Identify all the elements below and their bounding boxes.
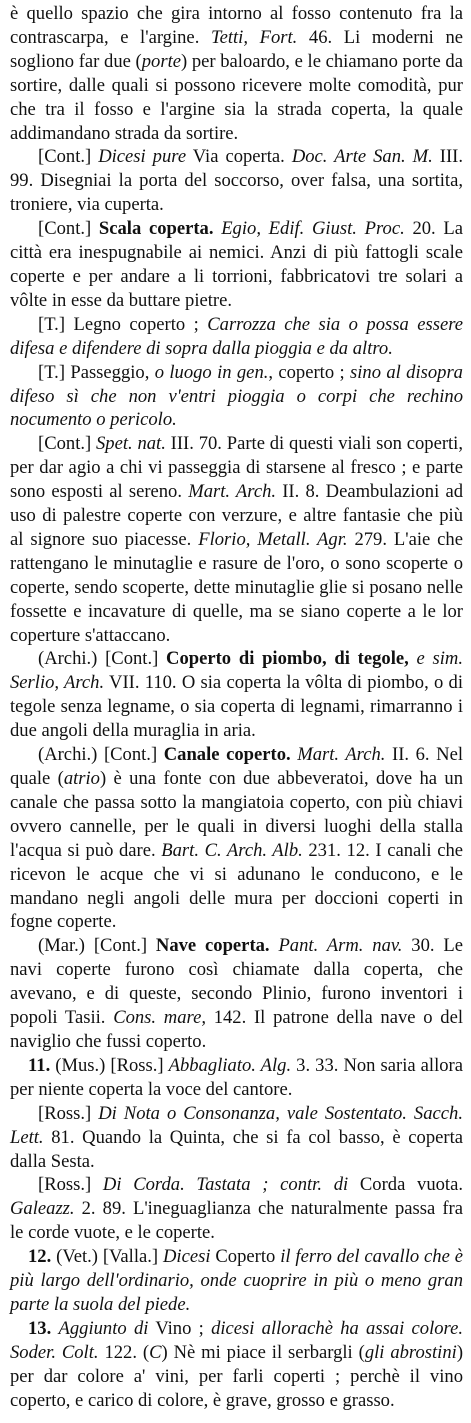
entry-paragraph-5: [T.] Passeggio, o luogo in gen., coperto ; sino al disopra difeso sì che non v'entri pioggia o corpi che rechino nocumento o pericolo. bbox=[10, 361, 463, 431]
entry-paragraph-11: [Ross.] Di Nota o Consonanza, vale Sostentato. Sacch. Lett. 81. Quando la Quinta, che si fa col basso, è coperta dalla Sesta. bbox=[10, 1102, 463, 1172]
entry-paragraph-4: [T.] Legno coperto ; Carrozza che sia o possa essere difesa e difendere di sopra dalla pioggia e da altro. bbox=[10, 313, 463, 359]
entry-paragraph-2: [Cont.] Dicesi pure Via coperta. Doc. Arte San. M. III. 99. Disegniai la porta del soccorso, over falsa, una sortita, troniere, via cuperta. bbox=[10, 146, 463, 216]
entry-paragraph-10: 11. (Mus.) [Ross.] Abbagliato. Alg. 3. 33. Non saria allora per niente coperta la voce del cantore. bbox=[10, 1054, 463, 1100]
entry-paragraph-9: (Mar.) [Cont.] Nave coperta. Pant. Arm. nav. 30. Le navi coperte furono così chiamate dalla coperta, che avevano, e di queste, secondo Plinio, furono inventori i popoli Tasii. Cons. mare, 142. Il patrone della nave o del naviglio che fussi coperto. bbox=[10, 935, 464, 1052]
entry-paragraph-12: [Ross.] Di Corda. Tastata ; contr. di Corda vuota. Galeazz. 2. 89. L'ineguaglianza che naturalmente passa fra le corde vuote, e le coperte. bbox=[10, 1174, 463, 1244]
entry-paragraph-8: (Archi.) [Cont.] Canale coperto. Mart. Arch. II. 6. Nel quale (atrio) è una fonte con due abbeveratoi, dove ha un canale che passa sotto la mangiatoia coperto, con più chiavi ovvero cannelle, per le quali in diversi luoghi della stalla l'acqua si può dare. Bart. C. Arch. Alb. 231. 12. I canali che ricevon le acque che vi si adunano le conducono, e le mandano negli angoli delle mura per doccioni coperti in fogne coperte. bbox=[10, 744, 463, 933]
entry-paragraph-1: è quello spazio che gira intorno al fosso contenuto fra la contrascarpa, e l'argine. Tetti, Fort. 46. Li moderni ne sogliono far due (porte) per baloardo, e le chiamano porte da sortire, dalle quali si possono ricevere molte comodità, pur che tra il fosso e l'argine sia la strada coperta, la quale addimandano strada da sortire. bbox=[10, 3, 463, 144]
entry-paragraph-7: (Archi.) [Cont.] Coperto di piombo, di tegole, e sim. Serlio, Arch. VII. 110. O sia coperta la vôlta di piombo, o di tegole senza legname, o sia coperta di legnami, rimarranno i due angoli della muraglia in aria. bbox=[10, 648, 464, 742]
entry-paragraph-3: [Cont.] Scala coperta. Egio, Edif. Giust. Proc. 20. La città era inespugnabile ai nemici. Anzi di più fattogli scale coperte e per andare a li torrioni, fabbricatovi tre solari a vôlte in esse da buttare pietre. bbox=[10, 218, 464, 311]
entry-paragraph-14: 13. Aggiunto di Vino ; dicesi allorachè ha assai colore. Soder. Colt. 122. (C) Nè mi piace il serbargli (gli abrostini) per dar colore a' vini, per farli coperti ; perchè il vino coperto, e carico di colore, è grave, grosso e grasso. bbox=[10, 1317, 464, 1411]
entry-paragraph-6: [Cont.] Spet. nat. III. 70. Parte di questi viali son coperti, per dar agio a chi vi passeggia di starsene al fresco ; e parte sono esposti al sereno. Mart. Arch. II. 8. Deambulazioni ad uso di palestre coperte con verzure, e altre fantasie che più al signore suo piacesse. Florio, Metall. Agr. 279. L'aie che rattengano le minutaglie e rasure de l'oro, o sono scoperte o coperte, sendo scoperte, dette minutaglie glie si posano nelle fossette e incavature di quelle, ma se siano coperte a le lor coperture s'attaccano. bbox=[10, 433, 463, 646]
entry-paragraph-13: 12. (Vet.) [Valla.] Dicesi Coperto il ferro del cavallo che è più largo dell'ordinario, onde cuoprire in più o meno gran parte la suola del piede. bbox=[10, 1246, 464, 1315]
